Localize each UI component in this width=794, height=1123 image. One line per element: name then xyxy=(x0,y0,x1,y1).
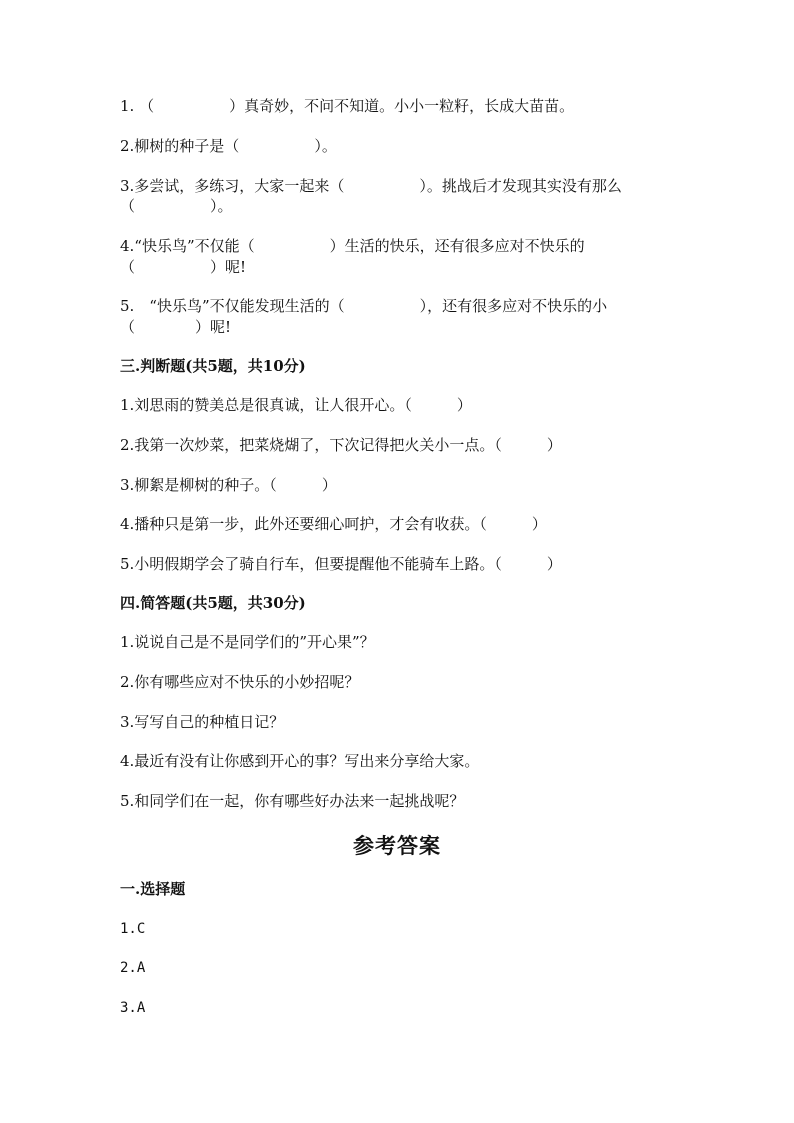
short-answer-question-4: 4.最近有没有让你感到开心的事？写出来分享给大家。 xyxy=(120,752,480,770)
section-heading-true-false: 三.判断题(共5题，共10分) xyxy=(120,357,306,375)
true-false-question-4: 4.播种只是第一步，此外还要细心呵护，才会有收获。（ ） xyxy=(120,515,547,533)
answer-key-title: 参考答案 xyxy=(353,833,441,858)
question-text: 1. （ ）真奇妙，不问不知道。小小一粒籽，长成大苗苗。 xyxy=(120,97,575,115)
question-text-continued: （ ）呢! xyxy=(120,258,247,276)
question-text-continued: （ ）。 xyxy=(120,197,233,215)
question-text: 5. “快乐鸟”不仅能发现生活的（ ），还有很多应对不快乐的小 xyxy=(120,297,608,315)
true-false-question-5: 5.小明假期学会了骑自行车，但要提醒他不能骑车上路。（ ） xyxy=(120,555,562,573)
short-answer-question-1: 1.说说自己是不是同学们的”开心果”？ xyxy=(120,633,375,651)
short-answer-question-2: 2.你有哪些应对不快乐的小妙招呢？ xyxy=(120,673,360,691)
answer-section-heading: 一.选择题 xyxy=(120,880,186,898)
true-false-question-3: 3.柳絮是柳树的种子。（ ） xyxy=(120,476,337,494)
true-false-question-1: 1.刘思雨的赞美总是很真诚，让人很开心。（ ） xyxy=(120,396,472,414)
question-text-continued: （ ）呢! xyxy=(120,318,232,336)
short-answer-question-3: 3.写写自己的种植日记？ xyxy=(120,713,285,731)
section-heading-short-answer: 四.简答题(共5题，共30分) xyxy=(120,594,306,612)
short-answer-question-5: 5.和同学们在一起，你有哪些好办法来一起挑战呢？ xyxy=(120,792,465,810)
question-text: 4.“快乐鸟”不仅能（ ）生活的快乐，还有很多应对不快乐的 xyxy=(120,237,585,255)
true-false-question-2: 2.我第一次炒菜，把菜烧煳了，下次记得把火关小一点。（ ） xyxy=(120,436,562,454)
answer-item-2: 2.A xyxy=(120,960,146,976)
question-text: 3.多尝试，多练习，大家一起来（ ）。挑战后才发现其实没有那么 xyxy=(120,177,622,195)
question-text: 2.柳树的种子是（ ）。 xyxy=(120,137,337,155)
answer-item-3: 3.A xyxy=(120,1000,146,1016)
answer-item-1: 1.C xyxy=(120,921,146,937)
